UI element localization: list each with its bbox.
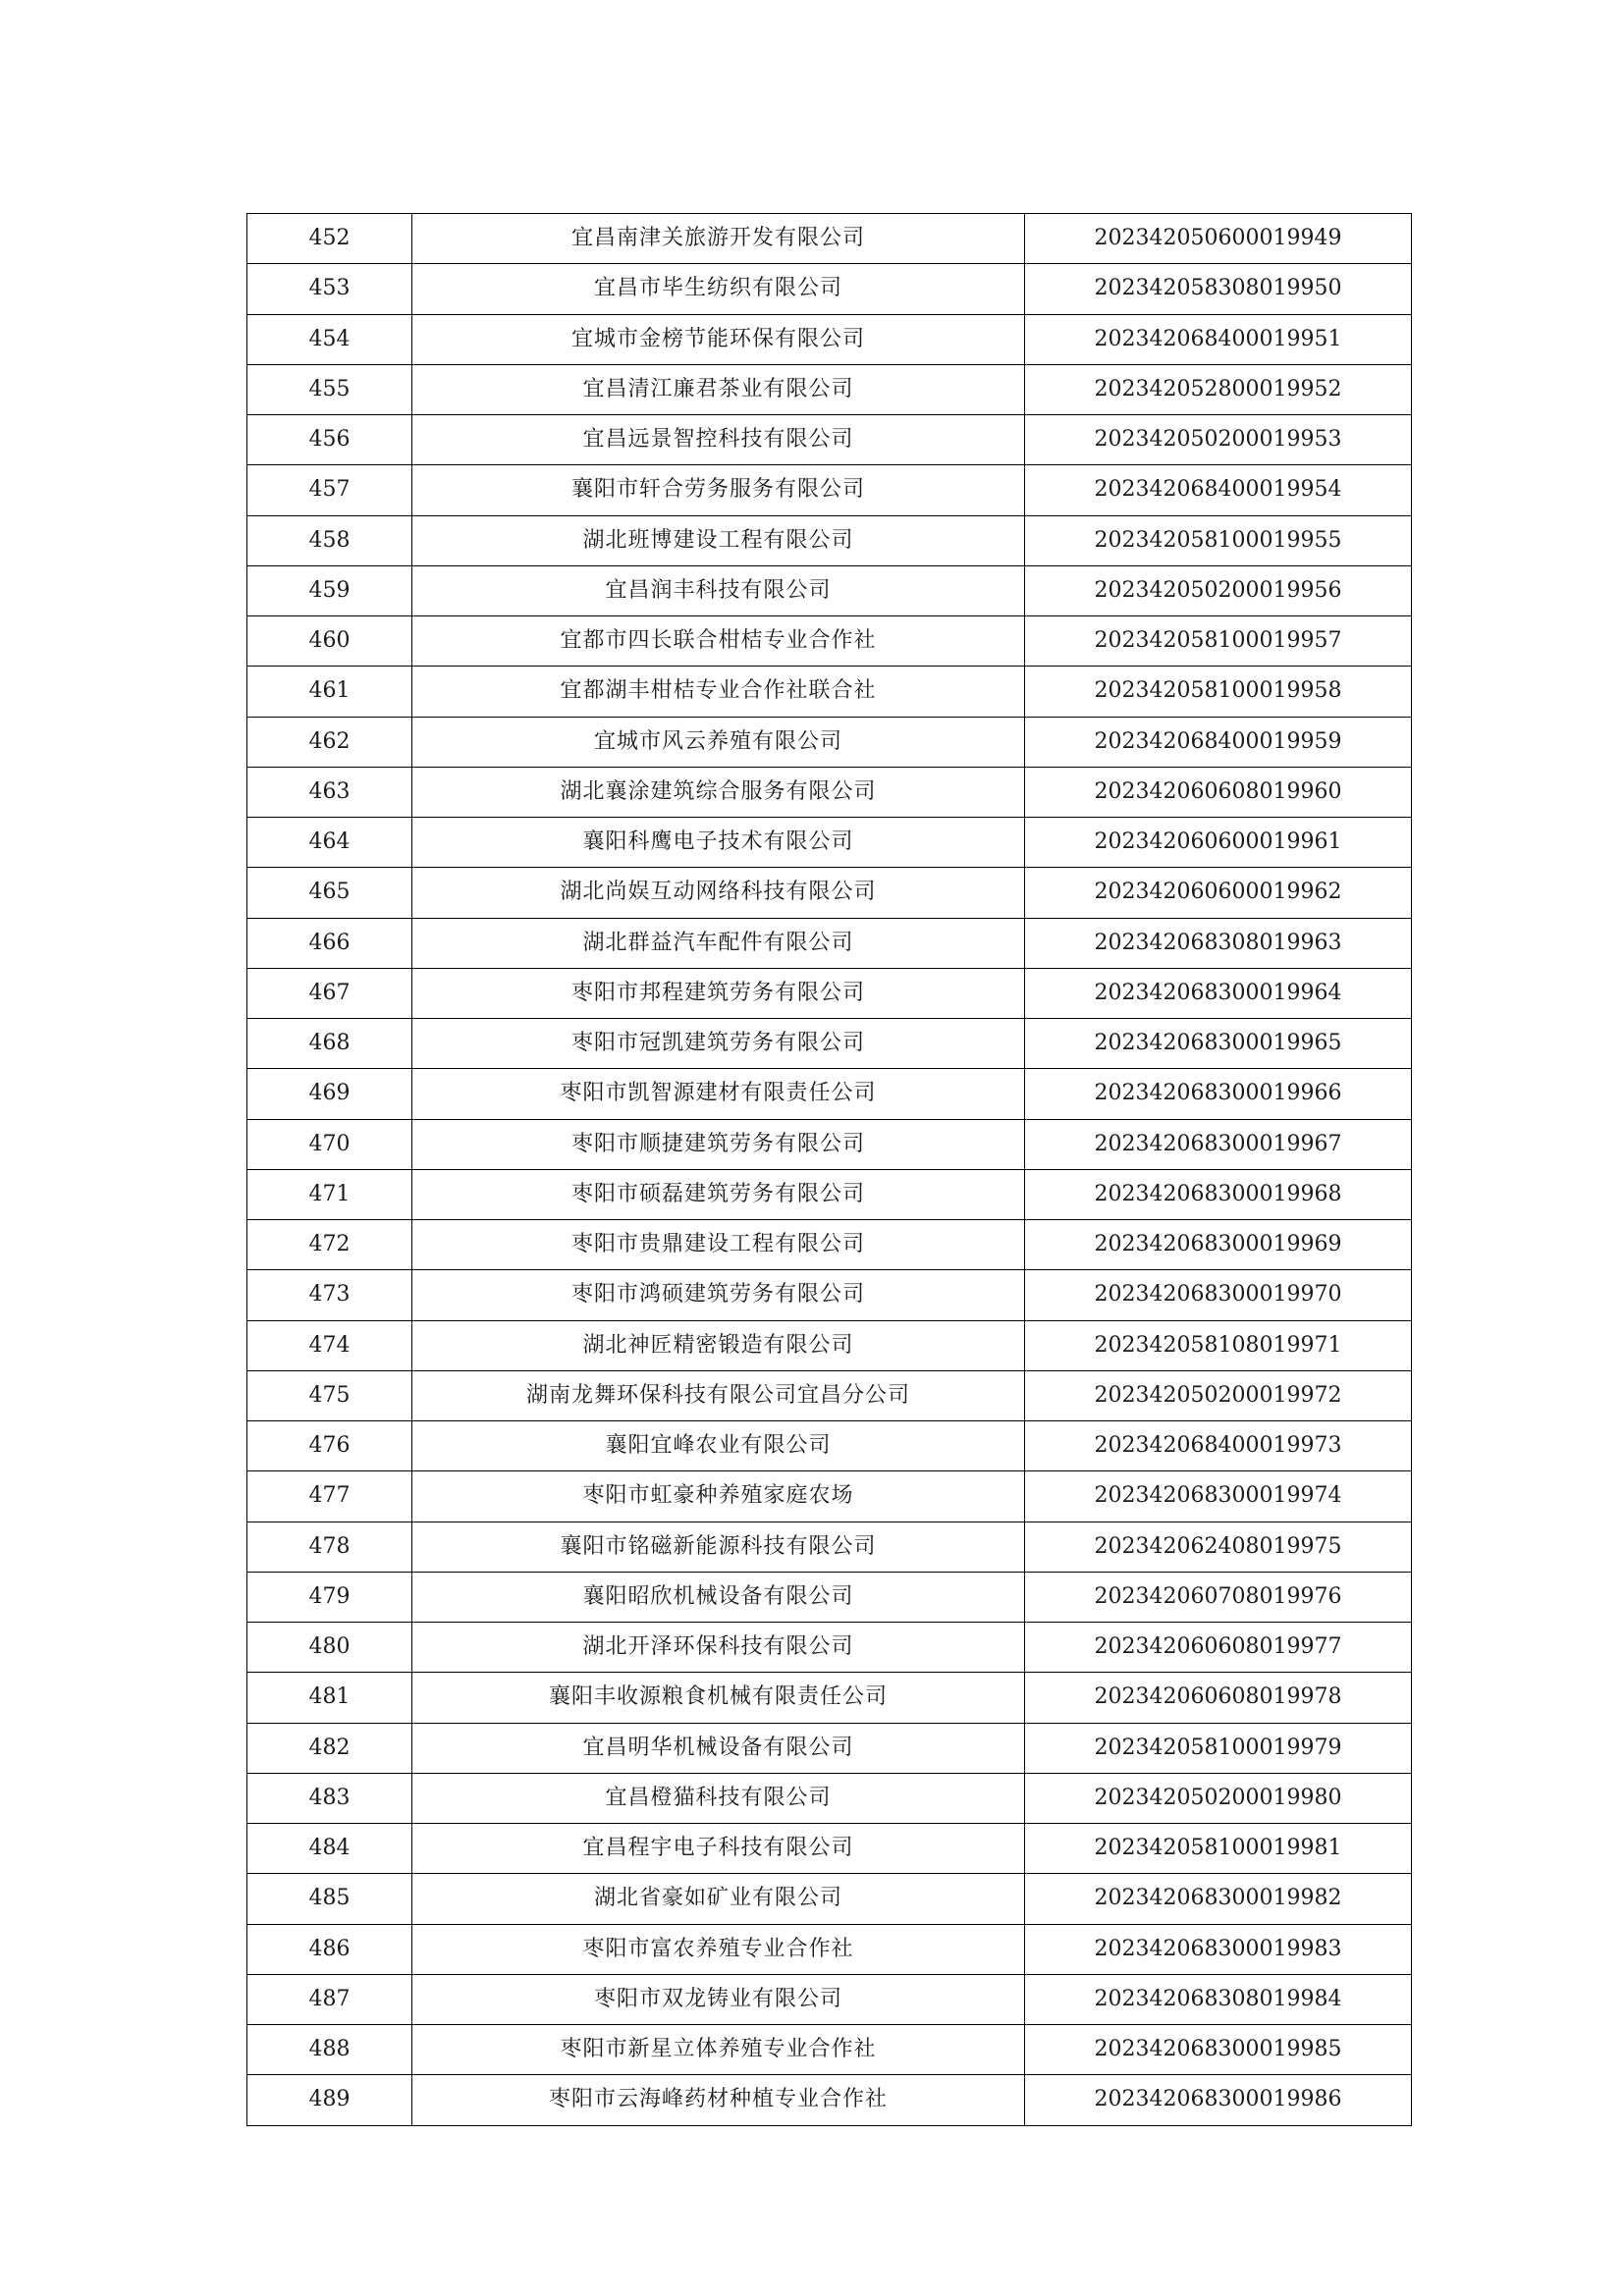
company-name-cell: 宜昌南津关旅游开发有限公司 xyxy=(412,214,1025,264)
row-number-cell: 475 xyxy=(247,1370,412,1420)
table-row xyxy=(247,1773,1412,1823)
company-name-cell: 宜昌市毕生纺织有限公司 xyxy=(412,264,1025,314)
company-name-cell: 枣阳市新星立体养殖专业合作社 xyxy=(412,2025,1025,2075)
company-name-cell: 襄阳市轩合劳务服务有限公司 xyxy=(412,465,1025,515)
table-row xyxy=(247,717,1412,767)
table-row xyxy=(247,1723,1412,1773)
row-number-cell: 455 xyxy=(247,364,412,414)
table-row xyxy=(247,918,1412,968)
row-number-cell: 489 xyxy=(247,2075,412,2125)
registration-code-cell: 202342068300019974 xyxy=(1025,1471,1412,1522)
row-number-cell: 460 xyxy=(247,616,412,667)
registration-code-cell: 202342060608019978 xyxy=(1025,1673,1412,1723)
row-number-cell: 453 xyxy=(247,264,412,314)
table-row xyxy=(247,1522,1412,1572)
table-row xyxy=(247,818,1412,868)
table-row xyxy=(247,968,1412,1018)
registration-code-cell: 202342050600019949 xyxy=(1025,214,1412,264)
table-row xyxy=(247,1370,1412,1420)
company-name-cell: 湖北省豪如矿业有限公司 xyxy=(412,1874,1025,1924)
row-number-cell: 478 xyxy=(247,1522,412,1572)
row-number-cell: 473 xyxy=(247,1270,412,1320)
company-name-cell: 襄阳丰收源粮食机械有限责任公司 xyxy=(412,1673,1025,1723)
table-row xyxy=(247,364,1412,414)
table-row xyxy=(247,515,1412,565)
row-number-cell: 472 xyxy=(247,1220,412,1270)
company-name-cell: 湖北群益汽车配件有限公司 xyxy=(412,918,1025,968)
registration-code-cell: 202342050200019972 xyxy=(1025,1370,1412,1420)
table-row xyxy=(247,1069,1412,1119)
table-row xyxy=(247,616,1412,667)
row-number-cell: 485 xyxy=(247,1874,412,1924)
table-row xyxy=(247,1019,1412,1069)
table-row xyxy=(247,1320,1412,1370)
company-name-cell: 宜昌明华机械设备有限公司 xyxy=(412,1723,1025,1773)
registration-code-cell: 202342058308019950 xyxy=(1025,264,1412,314)
row-number-cell: 476 xyxy=(247,1421,412,1471)
row-number-cell: 464 xyxy=(247,818,412,868)
registration-code-cell: 202342058100019981 xyxy=(1025,1824,1412,1874)
registration-code-cell: 202342068300019964 xyxy=(1025,968,1412,1018)
registration-code-cell: 202342060608019960 xyxy=(1025,767,1412,817)
table-row xyxy=(247,1421,1412,1471)
company-name-cell: 宜昌清江廉君茶业有限公司 xyxy=(412,364,1025,414)
table-row xyxy=(247,415,1412,465)
registration-code-cell: 202342068300019965 xyxy=(1025,1019,1412,1069)
table-row xyxy=(247,1623,1412,1673)
table-row xyxy=(247,264,1412,314)
row-number-cell: 477 xyxy=(247,1471,412,1522)
registration-code-cell: 202342060708019976 xyxy=(1025,1572,1412,1622)
registration-code-cell: 202342068300019983 xyxy=(1025,1924,1412,1974)
company-name-cell: 枣阳市冠凯建筑劳务有限公司 xyxy=(412,1019,1025,1069)
row-number-cell: 454 xyxy=(247,314,412,364)
row-number-cell: 483 xyxy=(247,1773,412,1823)
table-body xyxy=(247,214,1412,2126)
row-number-cell: 452 xyxy=(247,214,412,264)
registration-code-cell: 202342058100019955 xyxy=(1025,515,1412,565)
row-number-cell: 480 xyxy=(247,1623,412,1673)
registration-code-cell: 202342068300019966 xyxy=(1025,1069,1412,1119)
table-row xyxy=(247,667,1412,717)
company-name-cell: 枣阳市双龙铸业有限公司 xyxy=(412,1974,1025,2024)
company-name-cell: 宜昌橙猫科技有限公司 xyxy=(412,1773,1025,1823)
row-number-cell: 468 xyxy=(247,1019,412,1069)
registration-code-cell: 202342068300019985 xyxy=(1025,2025,1412,2075)
company-name-cell: 枣阳市硕磊建筑劳务有限公司 xyxy=(412,1169,1025,1219)
registration-code-cell: 202342068400019954 xyxy=(1025,465,1412,515)
registration-code-cell: 202342058108019971 xyxy=(1025,1320,1412,1370)
company-name-cell: 湖北尚娱互动网络科技有限公司 xyxy=(412,868,1025,918)
table-row xyxy=(247,1673,1412,1723)
registration-code-cell: 202342068300019969 xyxy=(1025,1220,1412,1270)
registration-code-cell: 202342058100019957 xyxy=(1025,616,1412,667)
company-name-cell: 枣阳市邦程建筑劳务有限公司 xyxy=(412,968,1025,1018)
registration-code-cell: 202342068400019951 xyxy=(1025,314,1412,364)
company-name-cell: 湖北神匠精密锻造有限公司 xyxy=(412,1320,1025,1370)
registration-code-cell: 202342050200019956 xyxy=(1025,565,1412,615)
row-number-cell: 487 xyxy=(247,1974,412,2024)
registration-code-cell: 202342068308019963 xyxy=(1025,918,1412,968)
company-name-cell: 宜昌程宇电子科技有限公司 xyxy=(412,1824,1025,1874)
row-number-cell: 474 xyxy=(247,1320,412,1370)
row-number-cell: 456 xyxy=(247,415,412,465)
table-row xyxy=(247,1572,1412,1622)
table-row xyxy=(247,1169,1412,1219)
table-row xyxy=(247,465,1412,515)
company-register-table xyxy=(246,213,1412,2126)
table-row xyxy=(247,1924,1412,1974)
table-row xyxy=(247,314,1412,364)
registration-code-cell: 202342052800019952 xyxy=(1025,364,1412,414)
registration-code-cell: 202342060600019962 xyxy=(1025,868,1412,918)
table-row xyxy=(247,1974,1412,2024)
registration-code-cell: 202342068300019970 xyxy=(1025,1270,1412,1320)
registration-code-cell: 202342068300019967 xyxy=(1025,1119,1412,1169)
company-name-cell: 湖北襄涂建筑综合服务有限公司 xyxy=(412,767,1025,817)
registration-code-cell: 202342058100019979 xyxy=(1025,1723,1412,1773)
row-number-cell: 461 xyxy=(247,667,412,717)
company-name-cell: 枣阳市虹豪种养殖家庭农场 xyxy=(412,1471,1025,1522)
row-number-cell: 470 xyxy=(247,1119,412,1169)
registration-code-cell: 202342050200019980 xyxy=(1025,1773,1412,1823)
company-name-cell: 宜城市风云养殖有限公司 xyxy=(412,717,1025,767)
row-number-cell: 482 xyxy=(247,1723,412,1773)
table-row xyxy=(247,1874,1412,1924)
row-number-cell: 471 xyxy=(247,1169,412,1219)
registration-code-cell: 202342060600019961 xyxy=(1025,818,1412,868)
row-number-cell: 459 xyxy=(247,565,412,615)
row-number-cell: 469 xyxy=(247,1069,412,1119)
company-name-cell: 枣阳市凯智源建材有限责任公司 xyxy=(412,1069,1025,1119)
row-number-cell: 466 xyxy=(247,918,412,968)
row-number-cell: 465 xyxy=(247,868,412,918)
row-number-cell: 479 xyxy=(247,1572,412,1622)
row-number-cell: 488 xyxy=(247,2025,412,2075)
table-row xyxy=(247,1119,1412,1169)
table-row xyxy=(247,2025,1412,2075)
table-row xyxy=(247,868,1412,918)
company-name-cell: 枣阳市鸿硕建筑劳务有限公司 xyxy=(412,1270,1025,1320)
table-row xyxy=(247,1220,1412,1270)
row-number-cell: 462 xyxy=(247,717,412,767)
row-number-cell: 486 xyxy=(247,1924,412,1974)
table-row xyxy=(247,1471,1412,1522)
row-number-cell: 481 xyxy=(247,1673,412,1723)
company-name-cell: 襄阳市铭磁新能源科技有限公司 xyxy=(412,1522,1025,1572)
row-number-cell: 457 xyxy=(247,465,412,515)
table-row xyxy=(247,1824,1412,1874)
registration-code-cell: 202342068400019959 xyxy=(1025,717,1412,767)
company-name-cell: 枣阳市贵鼎建设工程有限公司 xyxy=(412,1220,1025,1270)
registration-code-cell: 202342068300019982 xyxy=(1025,1874,1412,1924)
table-row xyxy=(247,2075,1412,2125)
table-row xyxy=(247,565,1412,615)
registration-code-cell: 202342068308019984 xyxy=(1025,1974,1412,2024)
table-row xyxy=(247,1270,1412,1320)
registration-code-cell: 202342060608019977 xyxy=(1025,1623,1412,1673)
row-number-cell: 467 xyxy=(247,968,412,1018)
row-number-cell: 463 xyxy=(247,767,412,817)
company-name-cell: 枣阳市云海峰药材种植专业合作社 xyxy=(412,2075,1025,2125)
company-name-cell: 襄阳宜峰农业有限公司 xyxy=(412,1421,1025,1471)
row-number-cell: 484 xyxy=(247,1824,412,1874)
registration-code-cell: 202342068400019973 xyxy=(1025,1421,1412,1471)
row-number-cell: 458 xyxy=(247,515,412,565)
company-name-cell: 湖南龙舞环保科技有限公司宜昌分公司 xyxy=(412,1370,1025,1420)
company-name-cell: 宜昌远景智控科技有限公司 xyxy=(412,415,1025,465)
table-row xyxy=(247,214,1412,264)
company-name-cell: 湖北开泽环保科技有限公司 xyxy=(412,1623,1025,1673)
company-name-cell: 襄阳昭欣机械设备有限公司 xyxy=(412,1572,1025,1622)
registration-code-cell: 202342068300019968 xyxy=(1025,1169,1412,1219)
registration-code-cell: 202342068300019986 xyxy=(1025,2075,1412,2125)
company-name-cell: 湖北班博建设工程有限公司 xyxy=(412,515,1025,565)
table-row xyxy=(247,767,1412,817)
company-name-cell: 宜都湖丰柑桔专业合作社联合社 xyxy=(412,667,1025,717)
registration-code-cell: 202342050200019953 xyxy=(1025,415,1412,465)
company-name-cell: 宜城市金榜节能环保有限公司 xyxy=(412,314,1025,364)
registration-code-cell: 202342058100019958 xyxy=(1025,667,1412,717)
company-name-cell: 宜昌润丰科技有限公司 xyxy=(412,565,1025,615)
company-name-cell: 襄阳科鹰电子技术有限公司 xyxy=(412,818,1025,868)
company-name-cell: 枣阳市顺捷建筑劳务有限公司 xyxy=(412,1119,1025,1169)
company-name-cell: 宜都市四长联合柑桔专业合作社 xyxy=(412,616,1025,667)
company-name-cell: 枣阳市富农养殖专业合作社 xyxy=(412,1924,1025,1974)
registration-code-cell: 202342062408019975 xyxy=(1025,1522,1412,1572)
